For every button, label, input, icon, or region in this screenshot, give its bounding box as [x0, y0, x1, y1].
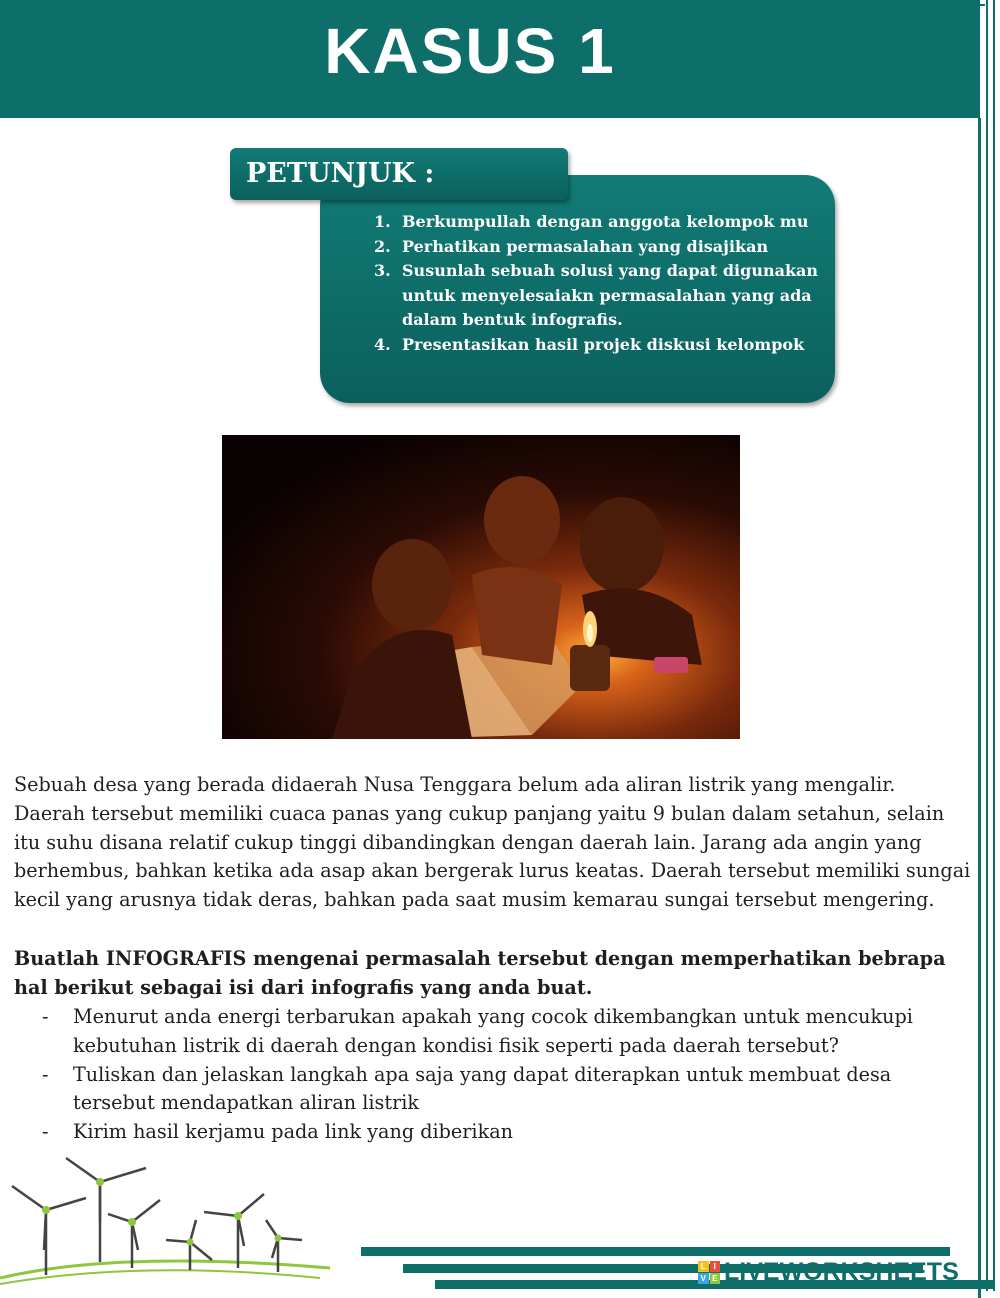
task-item-text: Kirim hasil kerjamu pada link yang diberikan — [73, 1120, 513, 1144]
footer-bar — [361, 1247, 950, 1256]
case-description: Sebuah desa yang berada didaerah Nusa Tenggara belum ada aliran listrik yang mengalir. Daerah tersebut memiliki cuaca panas yang cukup panjang yaitu 9 bulan dalam setahun, selain itu suhu disana relatif cukup tinggi dibandingkan dengan daerah lain. Jarang ada angin yang berhembus, bahkan ketika ada asap akan bergerak lurus keatas. Daerah tersebut memiliki sungai kecil yang arusnya tidak deras, bahkan pada saat musim kemarau sungai tersebut mengering. — [14, 773, 971, 912]
liveworksheets-logo[interactable] — [698, 1258, 959, 1286]
instructions-list — [350, 210, 872, 357]
task-item — [14, 1003, 974, 1061]
task-instruction: Buatlah INFOGRAFIS mengenai permasalah tersebut dengan memperhatikan bebrapa hal berikut sebagai isi dari infografis yang anda buat. — [14, 947, 946, 999]
instruction-step: Presentasikan hasil projek diskusi kelompok — [402, 334, 805, 354]
wind-turbines-icon — [0, 1150, 340, 1291]
logo-letter: E — [710, 1273, 721, 1284]
task-list — [14, 1003, 974, 1147]
instruction-step: Berkumpullah dengan anggota kelompok mu — [402, 212, 809, 231]
instructions-tab — [230, 148, 568, 200]
liveworksheets-icon — [698, 1261, 720, 1283]
task-item — [14, 1118, 974, 1147]
task-item-text: Tuliskan dan jelaskan langkah apa saja yang dapat diterapkan untuk membuat desa tersebut mendapatkan aliran listrik — [73, 1062, 892, 1115]
page-title: KASUS 1 — [324, 15, 616, 87]
candlelight-photo — [222, 435, 740, 739]
right-border-line — [986, 0, 988, 1291]
children-reading-icon — [222, 435, 740, 739]
right-border-line — [993, 0, 995, 1291]
logo-letter: V — [698, 1273, 709, 1284]
instructions-label: PETUNJUK : — [246, 158, 435, 189]
dash-bullet: - — [42, 1120, 49, 1144]
task-item-text: Menurut anda energi terbarukan apakah yang cocok dikembangkan untuk mencukupi kebutuhan listrik di daerah dengan kondisi fisik seperti pada daerah tersebut? — [73, 1005, 913, 1057]
header-banner — [0, 0, 980, 118]
task-item — [14, 1061, 974, 1119]
dash-bullet: - — [42, 1062, 49, 1086]
liveworksheets-brand: LIVEWORKSHEETS — [724, 1257, 959, 1286]
logo-letter: I — [710, 1261, 721, 1272]
instruction-step: Perhatikan permasalahan yang disajikan — [402, 236, 769, 256]
right-border-line — [978, 118, 981, 1298]
logo-letter: L — [698, 1261, 709, 1272]
dash-bullet: - — [42, 1005, 49, 1028]
instruction-step: Susunlah sebuah solusi yang dapat digunakan untuk menyelesaiakn permasalahan yang ada dalam bentuk infografis. — [402, 261, 819, 329]
